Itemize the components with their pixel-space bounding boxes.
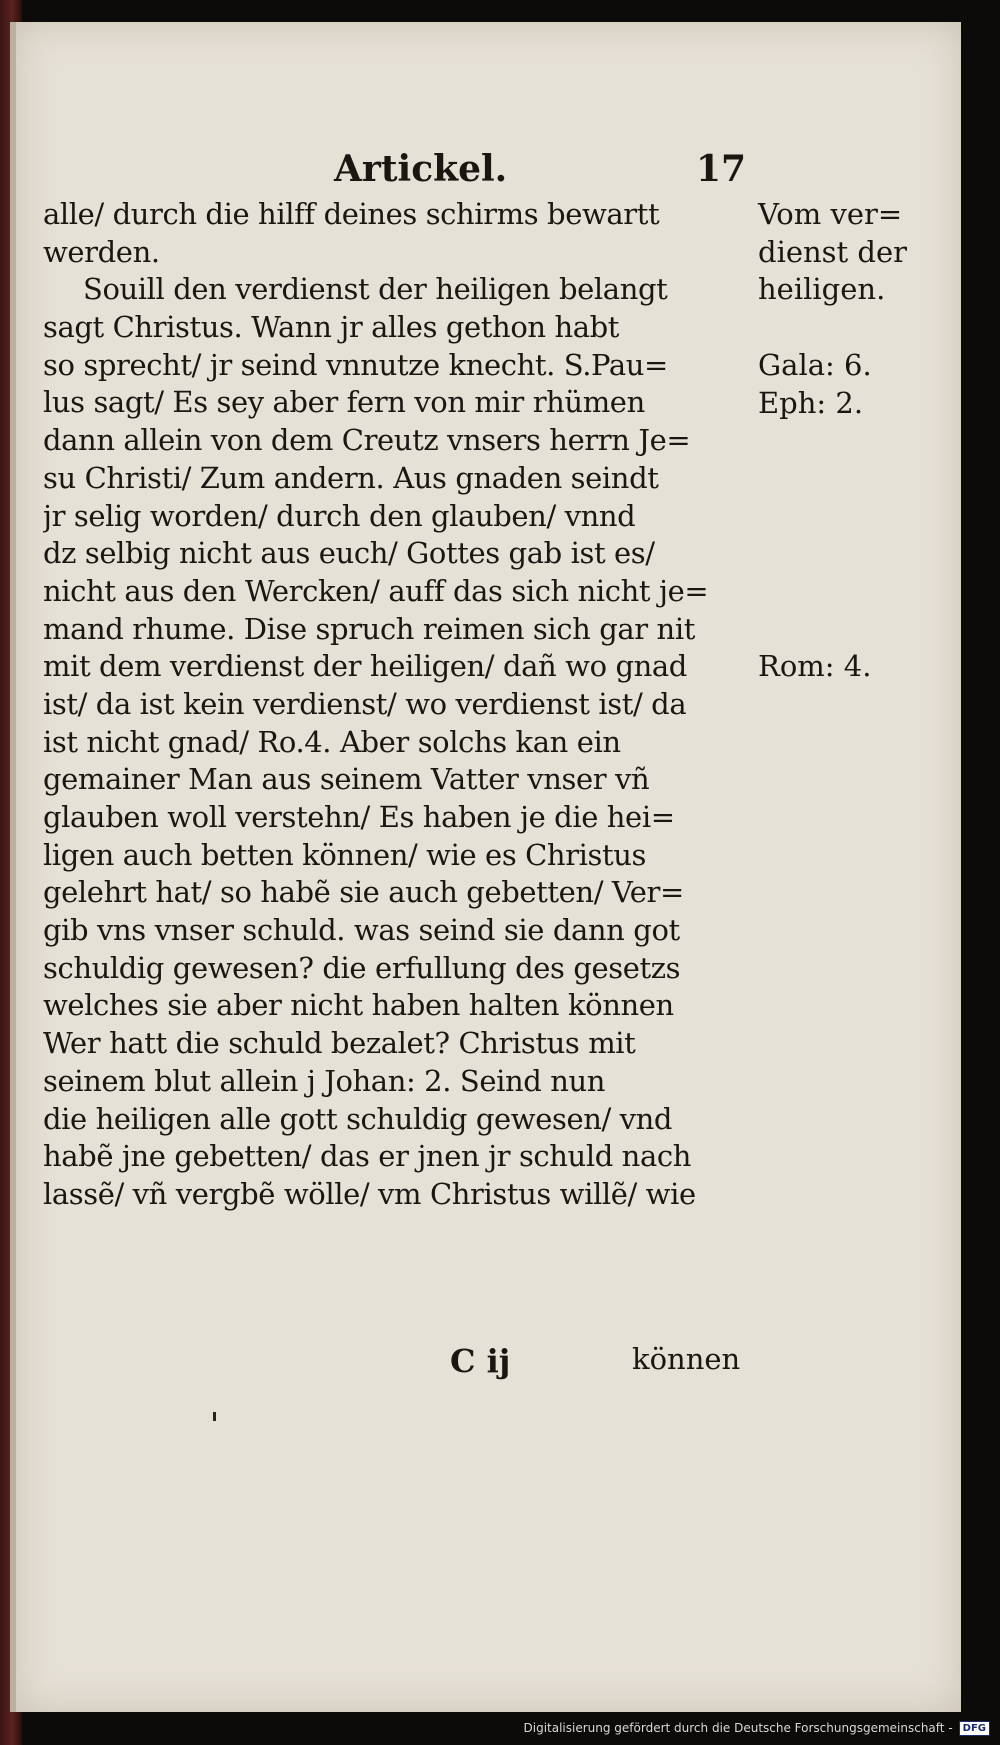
- text-line: die heiligen alle gott schuldig gewesen/ vnd: [43, 1101, 673, 1136]
- text-line: gemainer Man aus seinem Vatter vnser vñ: [43, 762, 650, 797]
- margin-note: Eph: 2.: [758, 385, 864, 420]
- text-line: schuldig gewesen? die erfullung des gesetzs: [43, 950, 681, 985]
- margin-note: heiligen.: [758, 272, 886, 307]
- text-line: ligen auch betten können/ wie es Christus: [43, 837, 647, 872]
- signature-mark: C ij: [450, 1342, 511, 1380]
- dfg-logo-icon: DFG: [959, 1721, 990, 1736]
- text-line: mit dem verdienst der heiligen/ dañ wo gnad: [43, 649, 687, 684]
- text-line: so sprecht/ jr seind vnnutze knecht. S.Pau=: [43, 347, 668, 382]
- text-line: alle/ durch die hilff deines schirms bewartt: [43, 197, 660, 231]
- text-line: su Christi/ Zum andern. Aus gnaden seindt: [43, 460, 659, 495]
- page-header: [16, 148, 961, 200]
- text-line: jr selig worden/ durch den glauben/ vnnd: [43, 498, 636, 533]
- margin-note: Gala: 6.: [758, 347, 872, 382]
- credit-text: Digitalisierung gefördert durch die Deutsche Forschungsgemeinschaft -: [523, 1721, 953, 1735]
- text-line: ist nicht gnad/ Ro.4. Aber solchs kan ein: [43, 724, 621, 759]
- text-line: sagt Christus. Wann jr alles gethon habt: [43, 310, 620, 345]
- book-page: [10, 22, 961, 1712]
- ink-speck: [213, 1412, 216, 1421]
- running-head: Artickel.: [334, 148, 508, 190]
- text-line: Souill den verdienst der heiligen belangt: [83, 272, 668, 307]
- text-line: mand rhume. Dise spruch reimen sich gar nit: [43, 611, 695, 646]
- text-line: dz selbig nicht aus euch/ Gottes gab ist es/: [43, 536, 655, 571]
- text-line: lassẽ/ vñ vergbẽ wölle/ vm Christus willẽ/ wie: [43, 1176, 696, 1211]
- text-line: gelehrt hat/ so habẽ sie auch gebetten/ Ver=: [43, 875, 684, 910]
- margin-note: Rom: 4.: [758, 649, 872, 684]
- text-line: nicht aus den Wercken/ auff das sich nicht je=: [43, 573, 709, 608]
- page-number: 17: [696, 148, 747, 190]
- text-line: seinem blut allein j Johan: 2. Seind nun: [43, 1063, 606, 1098]
- page-footer: [16, 1342, 961, 1387]
- text-line: dann allein von dem Creutz vnsers herrn Je=: [43, 423, 691, 458]
- text-line: Wer hatt die schuld bezalet? Christus mit: [43, 1026, 636, 1061]
- text-line: habẽ jne gebetten/ das er jnen jr schuld nach: [43, 1139, 691, 1174]
- digitization-credit: [524, 1717, 991, 1739]
- body-text: [43, 196, 763, 1214]
- text-line: welches sie aber nicht haben halten können: [43, 988, 674, 1023]
- margin-note: Vom ver=: [758, 197, 903, 231]
- catchword: können: [632, 1342, 741, 1376]
- text-line: werden.: [43, 234, 160, 269]
- margin-note: dienst der: [758, 234, 908, 269]
- text-line: gib vns vnser schuld. was seind sie dann got: [43, 913, 680, 948]
- text-line: ist/ da ist kein verdienst/ wo verdienst ist/ da: [43, 686, 687, 721]
- text-line: lus sagt/ Es sey aber fern von mir rhümen: [43, 385, 645, 420]
- text-line: glauben woll verstehn/ Es haben je die hei=: [43, 800, 675, 834]
